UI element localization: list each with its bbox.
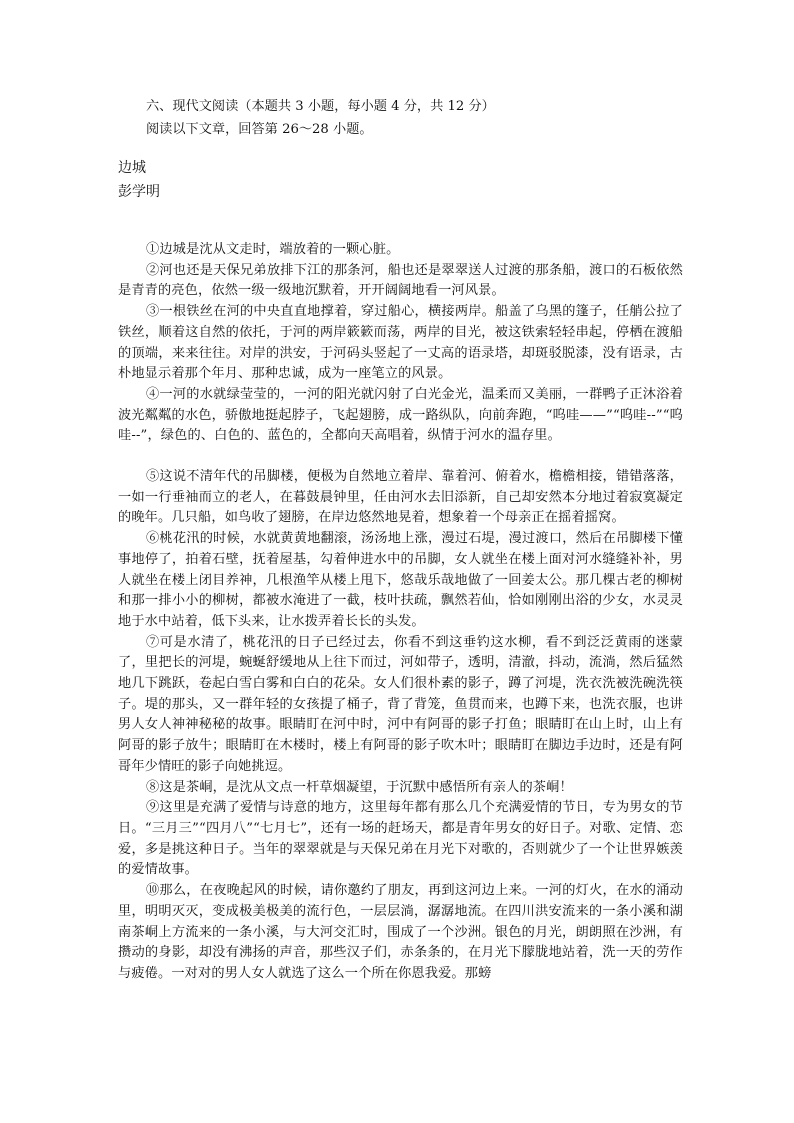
article-title-block — [118, 156, 160, 204]
paragraph-10: ⑩那么，在夜晚起风的时候，请你邀约了朋友，再到这河边上来。一河的灯火，在水的涌动里，明明灭灭，变成极美极美的流行色，一层层淌，潺潺地流。在四川洪安流来的一条小溪和湖南茶峒上方流来的一条小溪，与大河交汇时，围成了一个沙洲。银色的月光，朗朗照在沙洲，有攒动的身影，却没有沸扬的声音，那些汉子们，赤条条的，在月光下朦胧地站着，洗一天的劳作与疲倦。一对对的男人女人就选了这么一个所在你恩我爱。那螃 — [118, 883, 683, 981]
article-title: 边城 — [118, 160, 146, 176]
section-header — [118, 95, 718, 141]
paragraph-8: ⑧这是茶峒，是沈从文点一杆草烟凝望，于沉默中感悟所有亲人的茶峒！ — [146, 779, 573, 795]
article-body — [118, 240, 683, 985]
article-author: 彭学明 — [118, 184, 160, 200]
section-heading: 六、现代文阅读（本题共 3 小题，每小题 4 分，共 12 分） — [146, 99, 495, 114]
reading-instruction: 阅读以下文章，回答第 26～28 小题。 — [146, 122, 373, 137]
paragraph-5: ⑤这说不清年代的吊脚楼，便极为自然地立着岸、靠着河、俯着水，檐檐相接，错错落落，一如一行垂袖而立的老人，在暮鼓晨钟里，任由河水去旧添新，自己却安然本分地过着寂寞凝定的晚年。几只船，如鸟收了翅膀，在岸边悠然地晃着，想象着一个母亲正在摇着摇窝。 — [118, 469, 683, 526]
paragraph-6: ⑥桃花汛的时候，水就黄黄地翻滚，汤汤地上涨，漫过石堤，漫过渡口，然后在吊脚楼下懂事地停了，拍着石壁，抚着屋基，勾着伸进水中的吊脚，女人就坐在楼上面对河水缝缝补补，男人就坐在楼上闭目养神，几根渔竿从楼上甩下，悠哉乐哉地做了一回姜太公。那几棵古老的柳树和那一排小小的柳树，都被水淹进了一截，枝叶扶疏，飘然若仙，恰如刚刚出浴的少女，水灵灵地于水中站着，低下头来，让水拨弄着长长的头发。 — [118, 531, 683, 629]
paragraph-3: ③一根铁丝在河的中央直直地撑着，穿过船心，横接两岸。船盖了乌黑的篷子，任艄公拉了铁丝，顺着这自然的依托，于河的两岸簌簌而荡，两岸的目光，被这铁索轻轻串起，停栖在渡船的顶端，来来往往。对岸的洪安，于河码头竖起了一丈高的语录塔，却斑驳脱漆，没有语录，古朴地显示着那个年月、那种忠诚，成为一座笔立的风景。 — [118, 304, 683, 382]
paragraph-1: ①边城是沈从文走时，端放着的一颗心脏。 — [146, 242, 400, 257]
paragraph-2: ②河也还是天保兄弟放排下江的那条河，船也还是翠翠送人过渡的那条船，渡口的石板依然是青青的亮色，依然一级一级地沉默着，开开阔阔地看一河风景。 — [118, 262, 683, 299]
paragraph-9: ⑨这里是充满了爱情与诗意的地方，这里每年都有那么几个充满爱情的节日，专为男女的节日。“三月三”“四月八”“七月七”，还有一场的赶场天，都是青年男女的好日子。对歌、定情、恋爱，多是挑这种日子。当年的翠翠就是与天保兄弟在月光下对歌的，否则就少了一个让世界嫉羡的爱情故事。 — [118, 800, 683, 878]
paragraph-7: ⑦可是水清了，桃花汛的日子已经过去，你看不到这垂钓这水柳，看不到泛泛黄雨的迷蒙了，里把长的河堤，蜿蜒舒缓地从上往下而过，河如带子，透明，清澈，抖动，流淌，然后猛然地几下跳跃，卷起白雪白雾和白白的花朵。女人们很朴素的影子，蹲了河堤，洗衣洗被洗碗洗筷子。堤的那头，又一群年轻的女孩提了桶子，背了背笼，鱼贯而来，也蹲下来，也洗衣服，也讲男人女人神神秘秘的故事。眼睛盯在河中时，河中有阿哥的影子打鱼；眼睛盯在山上时，山上有阿哥的影子放牛；眼睛盯在木楼时，楼上有阿哥的影子吹木叶；眼睛盯在脚边手边时，还是有阿哥年少情旺的影子向她挑逗。 — [118, 634, 683, 774]
paragraph-4: ④一河的水就绿莹莹的，一河的阳光就闪射了白光金光，温柔而又美丽，一群鸭子正沐浴着波光粼粼的水色，骄傲地挺起脖子，飞起翅膀，成一路纵队，向前奔跑，“呜哇——”“呜哇--”“呜哇--”，绿色的、白色的、蓝色的，全都向天高唱着，纵情于河水的温存里。 — [118, 386, 683, 444]
